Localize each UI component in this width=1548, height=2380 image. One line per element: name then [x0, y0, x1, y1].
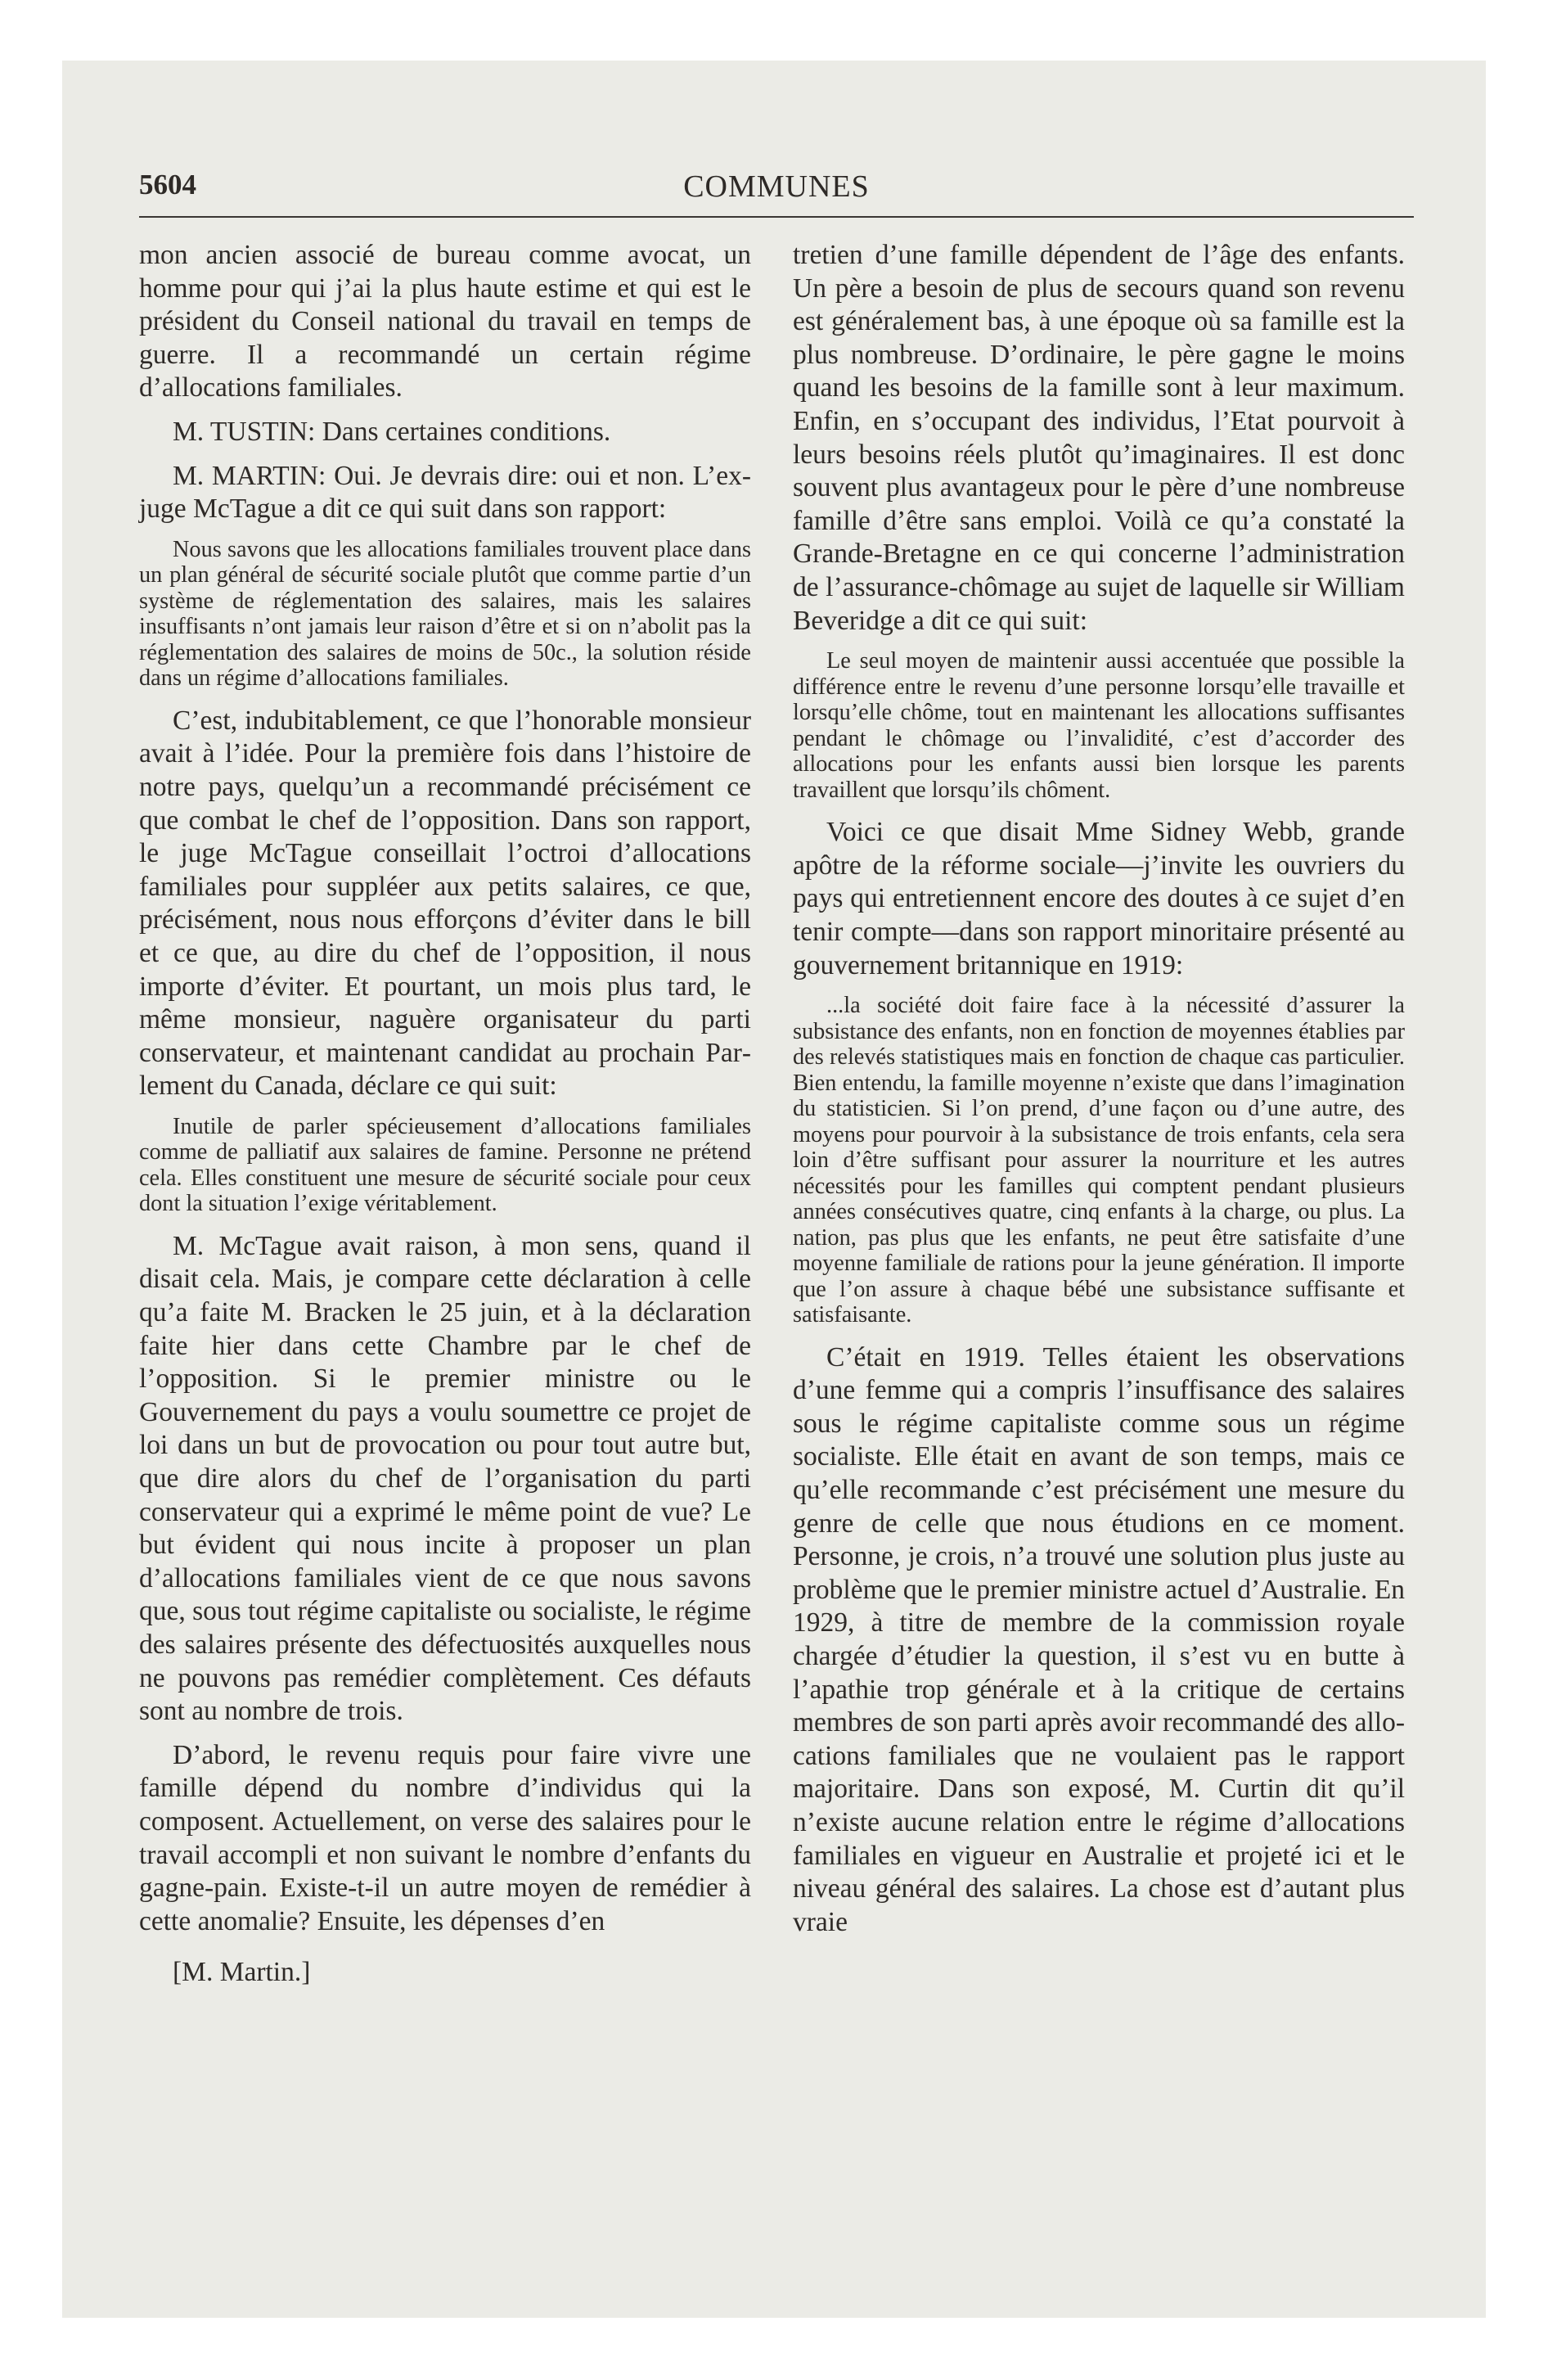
block-quote: Le seul moyen de maintenir aussi accentuée que possible la différence entre le revenu d’une personne lorsqu’elle travaille et lorsqu’elle chôme, tout en maintenant les allocations suffisantes pendant le chômage ou l’invalidité, c’est d’accorder des allocations pour les enfants aussi bien lorsque les parents travaillent que lorsqu’ils chôment.: [793, 648, 1405, 803]
left-column: [139, 239, 751, 2000]
paragraph: C’était en 1919. Telles étaient les observations d’une femme qui a compris l’insuffisance des salaires sous le régime capitaliste comme sous un régime socialiste. Elle était en avant de son temps, mais ce qu’elle recommande c’est précisément une mesure du genre de celle que nous étudions en ce moment. Personne, je crois, n’a trouvé une solution plus juste au problème que le premier ministre actuel d’Australie. En 1929, à titre de membre de la commission royale chargée d’étudier la question, il s’est vu en butte à l’apathie trop générale et à la critique de certains membres de son parti après avoir recommandé des allocations familiales que ne voulaient pas le rapport majoritaire. Dans son exposé, M. Curtin dit qu’il n’existe aucune relation entre le régime d’allocations familiales en vigueur en Australie et projeté ici et le niveau général des salaires. La chose est d’autant plus vraie: [793, 1341, 1405, 1937]
page-number: 5604: [139, 169, 196, 201]
block-quote: Nous savons que les allocations familiales trouvent place dans un plan général de sécurité sociale plutôt que comme partie d’un système de réglementation des salaires, mais les salaires insuffisants n’ont jamais leur raison d’être et si on n’abolit pas la réglementation des salaires de moins de 50c., la solution réside dans un régime d’allocations familiales.: [139, 536, 751, 692]
block-quote: Inutile de parler spécieusement d’allocations familiales comme de palliatif aux salaires de famine. Personne ne prétend cela. Elles constituent une mesure de sécurité sociale pour ceux dont la situation l’exige véritablement.: [139, 1113, 751, 1217]
block-quote: ...la société doit faire face à la nécessité d’assurer la subsistance des enfants, non en fonction de moyennes établies par des relevés statistiques mais en fonction de chaque cas particulier. Bien entendu, la famille moyenne n’existe que dans l’imagination du statisticien. Si l’on prend, d’une façon ou d’une autre, des moyens pour pourvoir à la subsistance de trois enfants, cela sera loin d’être suffisant pour assurer la nourriture et les autres nécessités pour les familles qui comptent pendant plusieurs années consécutives quatre, cinq enfants à la charge, ou plus. La nation, pas plus que les enfants, ne peut être satisfaite d’une moyenne familiale de rations pour la jeune génération. Il importe que l’on assure à chaque bébé une subsistance suffisante et satisfaisante.: [793, 993, 1405, 1328]
paragraph: M. McTague avait raison, à mon sens, quand il disait cela. Mais, je compare cette déclaration à celle qu’a faite M. Bracken le 25 juin, et à la déclaration faite hier dans cette Chambre par le chef de l’opposition. Si le premier ministre ou le Gouvernement du pays a voulu soumettre ce projet de loi dans un but de provocation ou pour tout autre but, que dire alors du chef de l’organisation du parti conservateur qui a exprimé le même point de vue? Le but évident qui nous incite à proposer un plan d’allocations familiales vient de ce que nous savons que, sous tout régime capitaliste ou socialiste, le régime des salaires présente des défectuosités auxquelles nous ne pouvons pas remédier complètement. Ces défauts sont au nombre de trois.: [139, 1230, 751, 1727]
page-header: [139, 169, 1414, 213]
paragraph: C’est, indubitablement, ce que l’honorable monsieur avait à l’idée. Pour la première fois dans l’histoire de notre pays, quelqu’un a recommandé précisément ce que combat le chef de l’opposition. Dans son rapport, le juge McTague conseillait l’octroi d’allocations familiales pour suppléer aux petits salaires, ce que, précisément, nous nous efforçons d’éviter dans le bill et ce que, au dire du chef de l’opposition, il nous importe d’éviter. Et pourtant, un mois plus tard, le même monsieur, naguère organisateur du parti conservateur, et maintenant candidat au prochain Parlement du Canada, déclare ce qui suit:: [139, 705, 751, 1102]
speaker-paragraph: M. TUSTIN: Dans certaines conditions.: [173, 416, 611, 447]
speaker-paragraph: M. MARTIN: Oui. Je devrais dire: oui et non. L’ex-juge McTague a dit ce qui suit dans son rapport:: [139, 460, 751, 525]
header-rule: [139, 216, 1414, 218]
paragraph: Voici ce que disait Mme Sidney Webb, grande apôtre de la réforme sociale—j’invite les ouvriers du pays qui entretiennent encore des doutes à ce sujet d’en tenir compte—dans son rapport minoritaire présenté au gouvernement britannique en 1919:: [793, 817, 1405, 980]
running-title: COMMUNES: [683, 169, 870, 204]
paragraph: D’abord, le revenu requis pour faire vivre une famille dépend du nombre d’individus qui la composent. Actuellement, on verse des salaires pour le travail accompli et non suivant le nombre d’enfants du gagne-pain. Existe-t-il un autre moyen de remédier à cette anomalie? Ensuite, les dépenses d’en: [139, 1739, 751, 1936]
right-column: [793, 239, 1405, 1950]
paragraph: mon ancien associé de bureau comme avocat, un homme pour qui j’ai la plus haute estime et qui est le président du Conseil national du travail en temps de guerre. Il a recommandé un certain régime d’allocations familiales.: [139, 240, 751, 403]
paragraph: tretien d’une famille dépendent de l’âge des enfants. Un père a besoin de plus de secours quand son revenu est généralement bas, à une époque où sa famille est la plus nombreuse. D’ordinaire, le père gagne le moins quand les besoins de la famille sont à leur maximum. Enfin, en s’occupant des individus, l’Etat pourvoit à leurs besoins réels plutôt qu’imaginaires. Il est donc souvent plus avantageux pour le père d’une nombreuse famille d’être sans emploi. Voilà ce qu’a constaté la Grande-Bretagne en ce qui concerne l’administration de l’assurance-chômage au sujet de laquelle sir William Beveridge a dit ce qui suit:: [793, 240, 1405, 636]
speaker-attribution: [M. Martin.]: [173, 1957, 311, 1988]
